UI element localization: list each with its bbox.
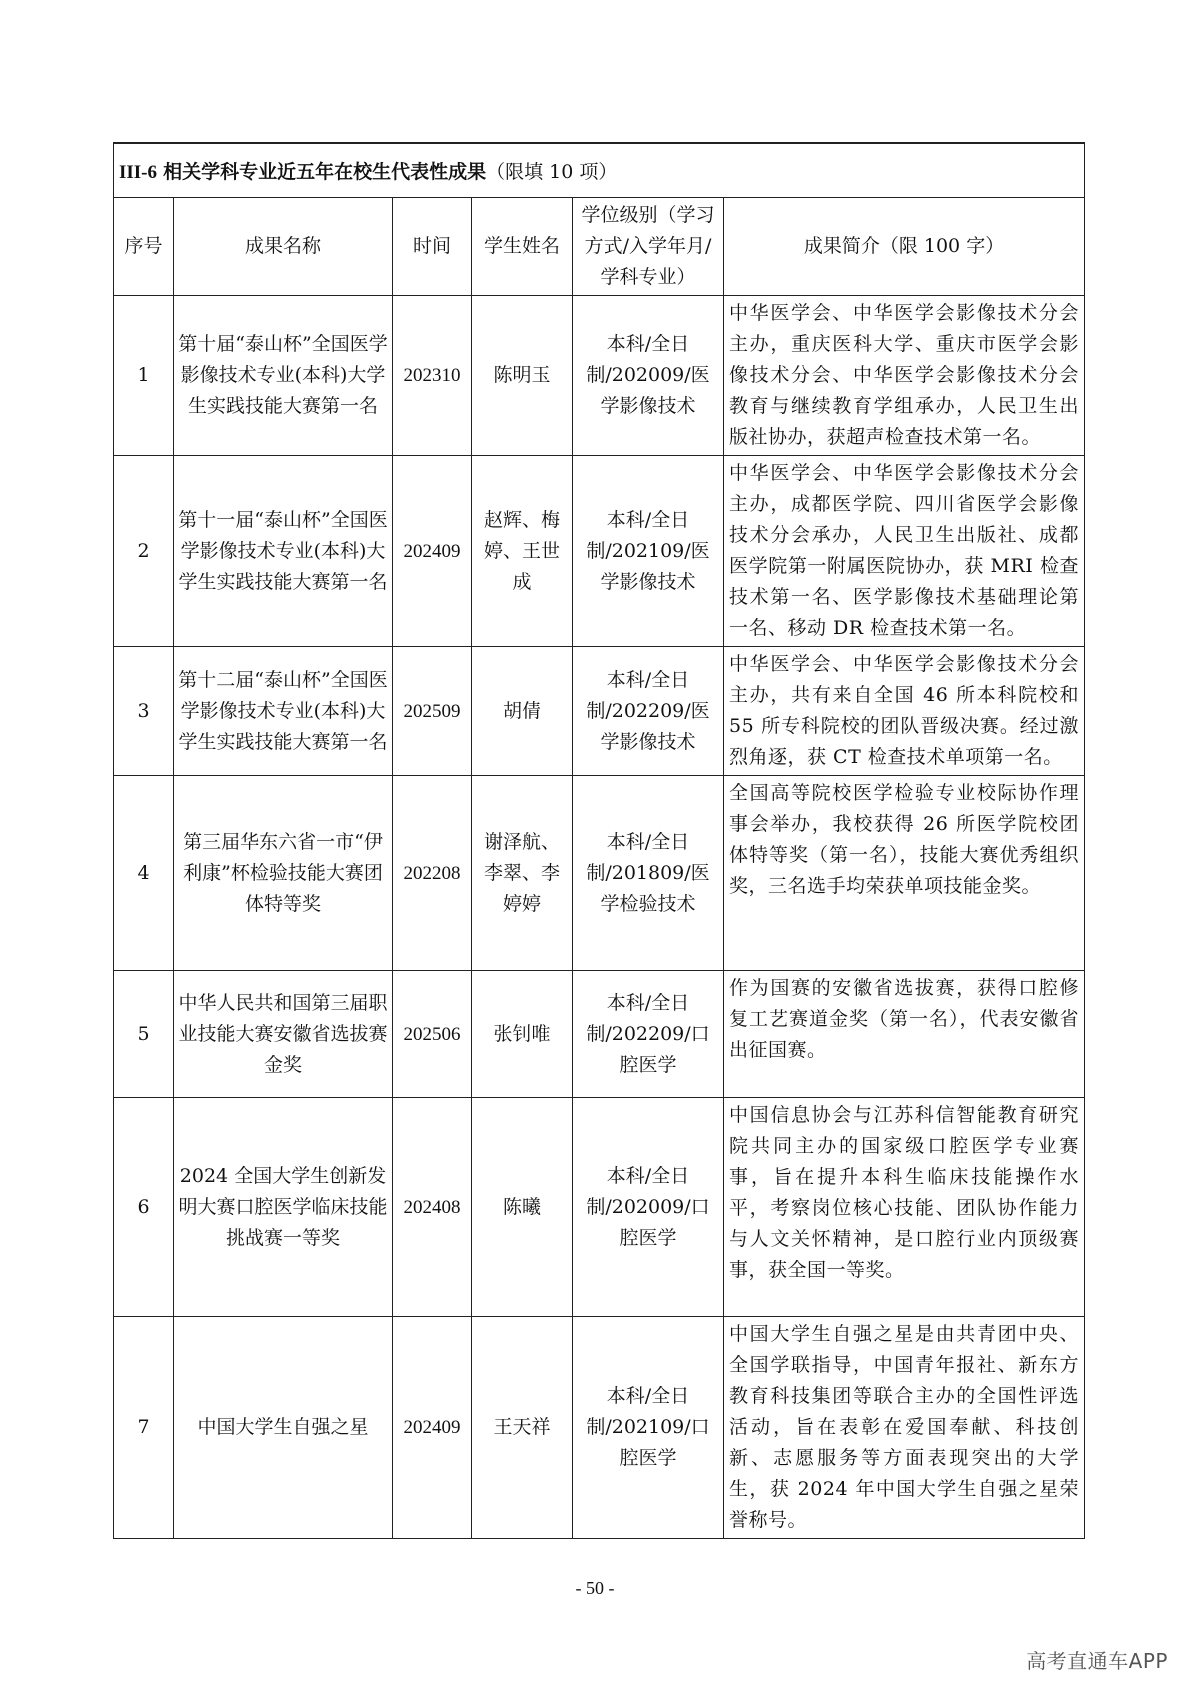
header-time: 时间 (393, 198, 472, 296)
row-degree: 本科/全日制/202209/医学影像技术 (573, 647, 724, 776)
table-row (114, 456, 1085, 647)
table-header-row (114, 198, 1085, 296)
row-no: 1 (114, 296, 174, 456)
section-code: III-6 (119, 162, 158, 183)
table-row (114, 647, 1085, 776)
row-time: 202409 (393, 1317, 472, 1539)
table-row (114, 296, 1085, 456)
row-name: 第三届华东六省一市“伊利康”杯检验技能大赛团体特等奖 (174, 776, 393, 971)
row-degree: 本科/全日制/201809/医学检验技术 (573, 776, 724, 971)
table-row (114, 1317, 1085, 1539)
section-title-text: 相关学科专业近五年在校生代表性成果 (163, 161, 487, 183)
row-time: 202409 (393, 456, 472, 647)
row-no: 3 (114, 647, 174, 776)
row-summary: 中华医学会、中华医学会影像技术分会主办，共有来自全国 46 所本科院校和 55 所专科院校的团队晋级决赛。经过激烈角逐，获 CT 检查技术单项第一名。 (724, 647, 1085, 776)
row-no: 6 (114, 1098, 174, 1317)
row-name: 第十一届“泰山杯”全国医学影像技术专业(本科)大学生实践技能大赛第一名 (174, 456, 393, 647)
row-name: 第十二届“泰山杯”全国医学影像技术专业(本科)大学生实践技能大赛第一名 (174, 647, 393, 776)
row-student: 赵辉、梅婷、王世成 (472, 456, 573, 647)
row-summary: 作为国赛的安徽省选拔赛，获得口腔修复工艺赛道金奖（第一名），代表安徽省出征国赛。 (724, 971, 1085, 1098)
row-student: 谢泽航、李翠、李婷婷 (472, 776, 573, 971)
row-summary: 中华医学会、中华医学会影像技术分会主办，重庆医科大学、重庆市医学会影像技术分会、中华医学会影像技术分会教育与继续教育学组承办，人民卫生出版社协办，获超声检查技术第一名。 (724, 296, 1085, 456)
achievements-table (113, 142, 1085, 1539)
table-row (114, 776, 1085, 971)
row-student: 王天祥 (472, 1317, 573, 1539)
row-summary: 中国大学生自强之星是由共青团中央、全国学联指导，中国青年报社、新东方教育科技集团等联合主办的全国性评选活动，旨在表彰在爱国奉献、科技创新、志愿服务等方面表现突出的大学生，获 2024 年中国大学生自强之星荣誉称号。 (724, 1317, 1085, 1539)
row-name: 中国大学生自强之星 (174, 1317, 393, 1539)
table-row (114, 971, 1085, 1098)
row-student: 胡倩 (472, 647, 573, 776)
row-student: 陈曦 (472, 1098, 573, 1317)
row-degree: 本科/全日制/202209/口腔医学 (573, 971, 724, 1098)
header-name: 成果名称 (174, 198, 393, 296)
row-degree: 本科/全日制/202009/医学影像技术 (573, 296, 724, 456)
row-no: 7 (114, 1317, 174, 1539)
section-limit: （限填 10 项） (486, 161, 618, 183)
row-time: 202509 (393, 647, 472, 776)
header-no: 序号 (114, 198, 174, 296)
row-degree: 本科/全日制/202109/医学影像技术 (573, 456, 724, 647)
row-time: 202310 (393, 296, 472, 456)
watermark: 高考直通车APP (1026, 1649, 1168, 1673)
row-student: 陈明玉 (472, 296, 573, 456)
row-summary: 全国高等院校医学检验专业校际协作理事会举办，我校获得 26 所医学院校团体特等奖（第一名），技能大赛优秀组织奖，三名选手均荣获单项技能金奖。 (724, 776, 1085, 971)
header-degree: 学位级别（学习方式/入学年月/学科专业） (573, 198, 724, 296)
row-no: 4 (114, 776, 174, 971)
row-time: 202506 (393, 971, 472, 1098)
row-time: 202408 (393, 1098, 472, 1317)
row-student: 张钊唯 (472, 971, 573, 1098)
row-time: 202208 (393, 776, 472, 971)
section-title (114, 143, 1085, 198)
row-summary: 中华医学会、中华医学会影像技术分会主办，成都医学院、四川省医学会影像技术分会承办，人民卫生出版社、成都医学院第一附属医院协办，获 MRI 检查技术第一名、医学影像技术基础理论第一名、移动 DR 检查技术第一名。 (724, 456, 1085, 647)
row-summary: 中国信息协会与江苏科信智能教育研究院共同主办的国家级口腔医学专业赛事，旨在提升本科生临床技能操作水平，考察岗位核心技能、团队协作能力与人文关怀精神，是口腔行业内顶级赛事，获全国一等奖。 (724, 1098, 1085, 1317)
page-number: - 50 - (575, 1578, 615, 1598)
row-degree: 本科/全日制/202109/口腔医学 (573, 1317, 724, 1539)
row-name: 2024 全国大学生创新发明大赛口腔医学临床技能挑战赛一等奖 (174, 1098, 393, 1317)
row-no: 2 (114, 456, 174, 647)
row-no: 5 (114, 971, 174, 1098)
header-summary: 成果简介（限 100 字） (724, 198, 1085, 296)
header-student: 学生姓名 (472, 198, 573, 296)
row-name: 中华人民共和国第三届职业技能大赛安徽省选拔赛金奖 (174, 971, 393, 1098)
achievements-table-container (113, 142, 1084, 1539)
table-row (114, 1098, 1085, 1317)
row-degree: 本科/全日制/202009/口腔医学 (573, 1098, 724, 1317)
row-name: 第十届“泰山杯”全国医学影像技术专业(本科)大学生实践技能大赛第一名 (174, 296, 393, 456)
